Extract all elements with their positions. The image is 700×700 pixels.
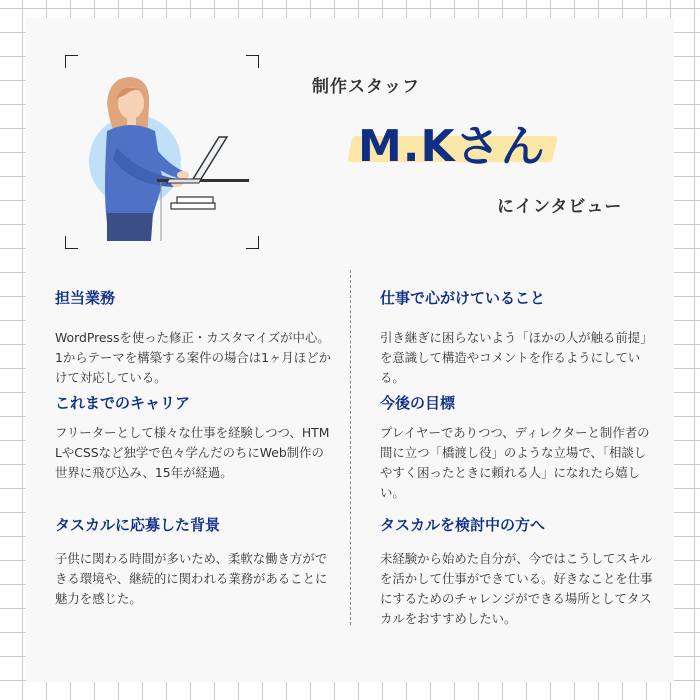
section-application-background xyxy=(55,514,333,609)
section-body: 未経験から始めた自分が、今ではこうしてスキルを活かして仕事ができている。好きなことを仕事にするためのチャレンジができる場所としてタスカルをおすすめしたい。 xyxy=(380,551,653,626)
staff-label: 制作スタッフ xyxy=(312,77,420,97)
interview-label: にインタビュー xyxy=(497,197,623,217)
section-title: 今後の目標 xyxy=(380,394,456,412)
section-title: タスカルを検討中の方へ xyxy=(380,516,546,534)
section-body: 子供に関わる時間が多いため、柔軟な働き方ができる環境や、継続的に関われる業務があることに魅力を感じた。 xyxy=(55,551,328,606)
section-future-goals xyxy=(380,392,658,503)
woman-at-laptop-illustration xyxy=(73,63,251,241)
section-body: 引き継ぎに困らないよう「ほかの人が触る前提」を意識して構造やコメントを作るようにしている。 xyxy=(380,330,653,385)
section-body: プレイヤーでありつつ、ディレクターと制作者の間に立つ「橋渡し役」のような立場で、「相談しやすく困ったときに頼れる人」になれたら嬉しい。 xyxy=(380,425,650,500)
section-title: これまでのキャリア xyxy=(55,394,191,412)
staff-name: M.Kさん xyxy=(358,121,546,172)
column-divider xyxy=(350,270,351,625)
name-block xyxy=(358,108,558,172)
section-body: フリーターとして様々な仕事を経験しつつ、HTMLやCSSなど独学で色々学んだのちにWeb制作の世界に飛び込み、15年が経過。 xyxy=(55,425,330,480)
section-body: WordPressを使った修正・カスタマイズが中心。1からテーマを構築する案件の場合は1ヶ月ほどかけて対応している。 xyxy=(55,330,331,385)
section-career xyxy=(55,392,333,483)
section-message-to-candidates xyxy=(380,514,658,629)
section-responsibilities xyxy=(55,287,333,388)
photo-frame xyxy=(65,55,259,249)
section-title: 担当業務 xyxy=(55,289,116,307)
section-work-mindset xyxy=(380,287,658,388)
section-title: タスカルに応募した背景 xyxy=(55,516,221,534)
section-title: 仕事で心がけていること xyxy=(380,289,546,307)
